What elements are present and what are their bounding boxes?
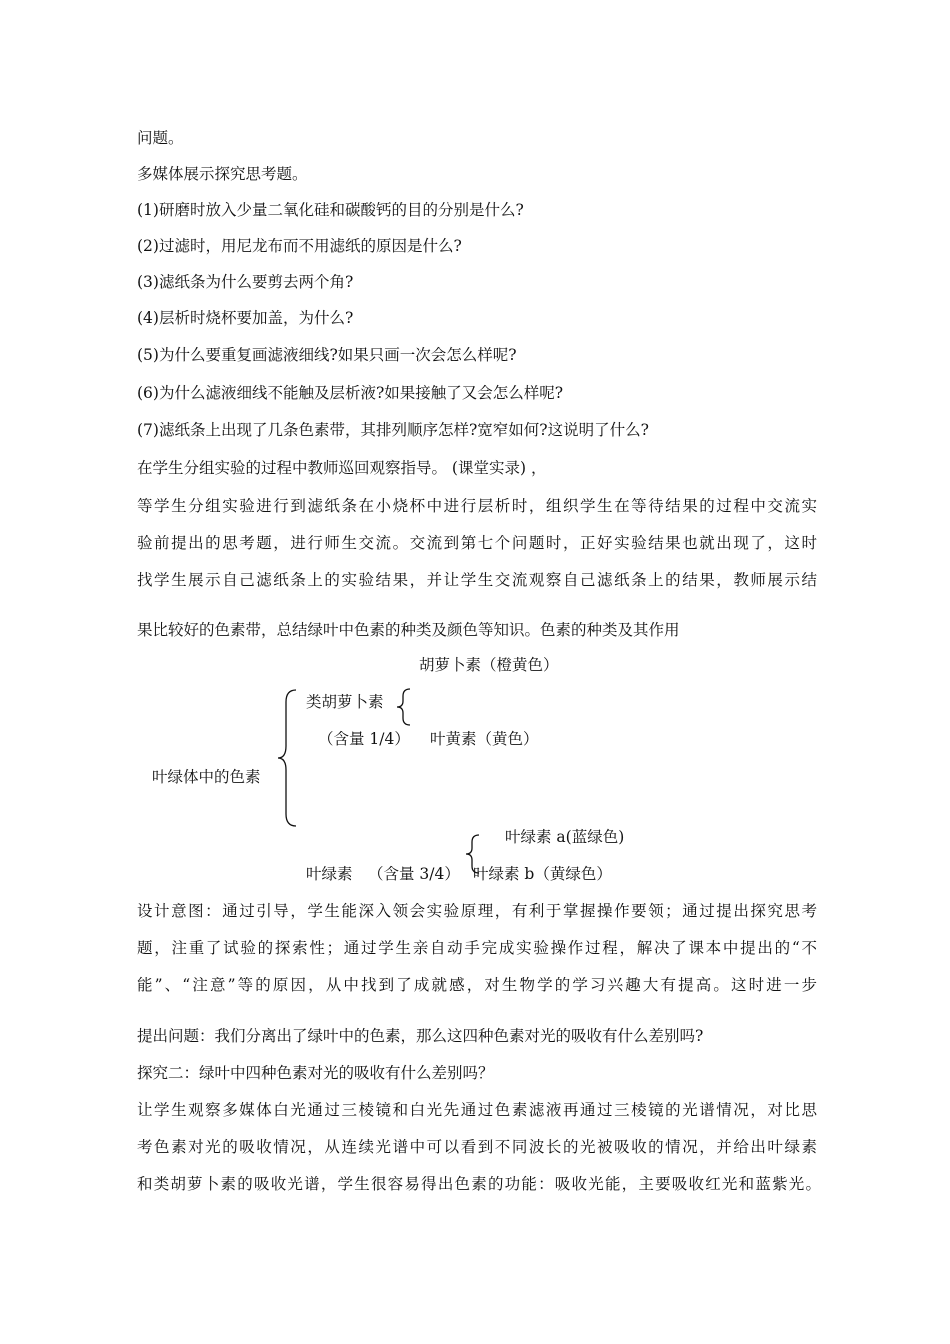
paragraph-line: 提出问题：我们分离出了绿叶中的色素，那么这四种色素对光的吸收有什么差别吗? bbox=[137, 1027, 704, 1045]
chlorophyll-b-label: 叶绿素 b（黄绿色） bbox=[473, 865, 612, 883]
question-item: (1)研磨时放入少量二氧化硅和碳酸钙的目的分别是什么? bbox=[137, 201, 524, 219]
question-item: (4)层析时烧杯要加盖，为什么? bbox=[137, 309, 354, 327]
chlorophyll-brace-icon bbox=[466, 835, 479, 873]
chlorophyll-content-label: （含量 3/4） bbox=[368, 865, 460, 883]
paragraph-line: 让学生观察多媒体白光通过三棱镜和白光先通过色素滤液再通过三棱镜的光谱情况，对比思 bbox=[137, 1101, 817, 1119]
paragraph-line: 验前提出的思考题，进行师生交流。交流到第七个问题时，正好实验结果也就出现了，这时 bbox=[137, 534, 817, 552]
paragraph-line: 和类胡萝卜素的吸收光谱，学生很容易得出色素的功能：吸收光能，主要吸收红光和蓝紫光。 bbox=[137, 1175, 821, 1193]
question-item: (2)过滤时，用尼龙布而不用滤纸的原因是什么? bbox=[137, 237, 462, 255]
carotenoid-label: 类胡萝卜素 bbox=[306, 693, 384, 711]
carotenoid-brace-icon bbox=[397, 689, 410, 725]
paragraph-line: 设计意图：通过引导，学生能深入领会实验原理，有利于掌握操作要领；通过提出探究思考 bbox=[137, 902, 817, 920]
intro-line: 问题。 bbox=[137, 129, 184, 147]
question-item: (7)滤纸条上出现了几条色素带，其排列顺序怎样?宽窄如何?这说明了什么? bbox=[137, 421, 649, 439]
carotene-label: 胡萝卜素（橙黄色） bbox=[419, 656, 559, 674]
explore2-title: 探究二：绿叶中四种色素对光的吸收有什么差别吗？ bbox=[137, 1064, 494, 1082]
question-item: (6)为什么滤液细线不能触及层析液?如果接触了又会怎么样呢? bbox=[137, 384, 564, 402]
paragraph-line: 找学生展示自己滤纸条上的实验结果，并让学生交流观察自己滤纸条上的结果，教师展示结 bbox=[137, 571, 817, 589]
xanthophyll-label: 叶黄素（黄色） bbox=[430, 730, 539, 748]
paragraph-line: 果比较好的色素带，总结绿叶中色素的种类及颜色等知识。色素的种类及其作用 bbox=[137, 621, 680, 639]
paragraph-line: 等学生分组实验进行到滤纸条在小烧杯中进行层析时，组织学生在等待结果的过程中交流实 bbox=[137, 497, 817, 515]
guidance-line: 在学生分组实验的过程中教师巡回观察指导。 (课堂实录) ， bbox=[137, 459, 547, 477]
carotenoid-content-label: （含量 1/4） bbox=[318, 730, 410, 748]
chlorophyll-a-label: 叶绿素 a(蓝绿色) bbox=[505, 828, 625, 846]
paragraph-line: 能”、“注意”等的原因，从中找到了成就感，对生物学的学习兴趣大有提高。这时进一步 bbox=[137, 976, 817, 994]
main-brace-icon bbox=[278, 690, 296, 826]
question-item: (5)为什么要重复画滤液细线?如果只画一次会怎么样呢? bbox=[137, 346, 517, 364]
root-label: 叶绿体中的色素 bbox=[152, 768, 261, 786]
paragraph-line: 题，注重了试验的探索性；通过学生亲自动手完成实验操作过程，解决了课本中提出的“不 bbox=[137, 939, 817, 957]
paragraph-line: 考色素对光的吸收情况，从连续光谱中可以看到不同波长的光被吸收的情况，并给出叶绿素 bbox=[137, 1138, 817, 1156]
questions-title: 多媒体展示探究思考题。 bbox=[137, 165, 308, 183]
chlorophyll-label: 叶绿素 bbox=[306, 865, 353, 883]
question-item: (3)滤纸条为什么要剪去两个角? bbox=[137, 273, 354, 291]
